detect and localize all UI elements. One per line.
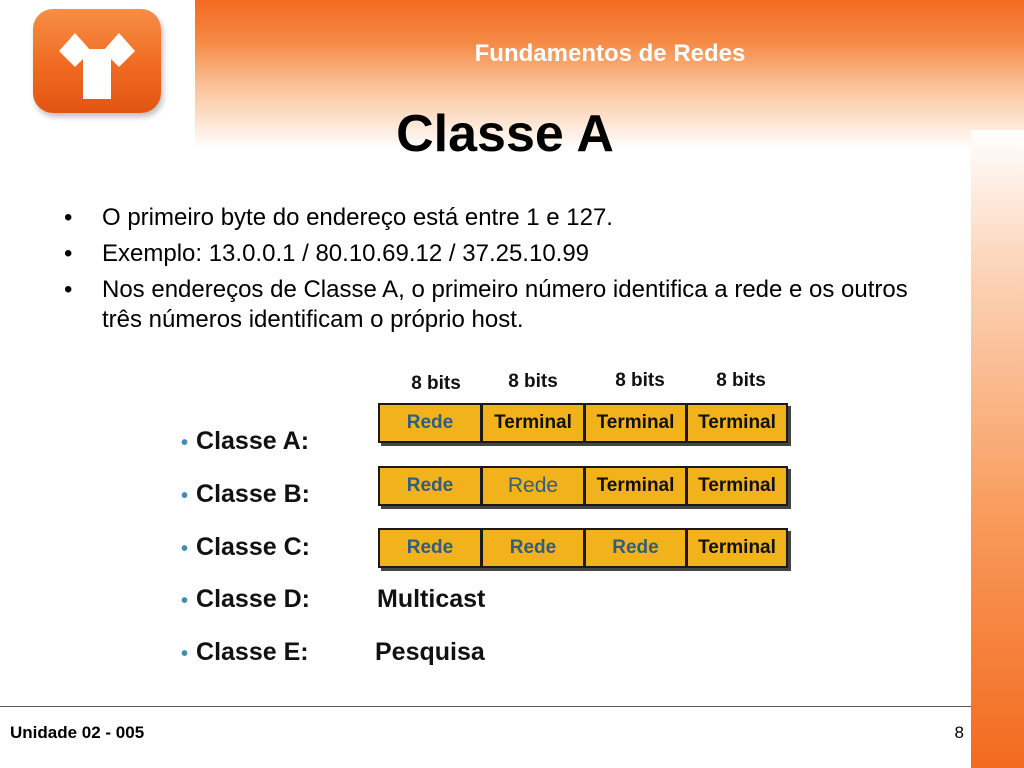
header-title: Fundamentos de Redes <box>474 40 746 67</box>
class-label-text: Classe A: <box>196 427 310 455</box>
segment-terminal: Terminal <box>584 466 687 506</box>
segment-rede: Rede <box>378 528 482 568</box>
segment-rede: Rede <box>378 403 482 443</box>
pesquisa-label: Pesquisa <box>375 638 485 666</box>
class-d-label <box>181 585 310 614</box>
bits-label: 8 bits <box>716 370 766 391</box>
bullet-dot-icon: • <box>181 485 189 507</box>
class-label-text: Classe C: <box>196 533 310 561</box>
segment-rede: Rede <box>481 466 585 506</box>
segment-rede: Rede <box>378 466 482 506</box>
segment-rede: Rede <box>481 528 585 568</box>
footer-unit: Unidade 02 - 005 <box>10 723 145 742</box>
class-b-label <box>181 480 310 509</box>
bullet-item: • Exemplo: 13.0.0.1 / 80.10.69.12 / 37.25.10.99 <box>60 239 950 269</box>
class-label-text: Classe E: <box>196 638 309 666</box>
class-label-text: Classe D: <box>196 585 310 613</box>
segment-terminal: Terminal <box>686 466 788 506</box>
segment-terminal: Terminal <box>584 403 687 443</box>
footer-divider <box>0 706 971 707</box>
multicast-label: Multicast <box>377 585 486 613</box>
page-title: Classe A <box>396 105 614 163</box>
class-c-label <box>181 533 310 562</box>
page-number: 8 <box>954 723 964 742</box>
class-a-label <box>181 427 309 456</box>
class-e-label <box>181 638 309 667</box>
bits-label: 8 bits <box>411 373 461 394</box>
bullet-dot-icon: • <box>181 432 189 454</box>
bullet-dot-icon: • <box>181 590 189 612</box>
segment-terminal: Terminal <box>686 403 788 443</box>
segment-rede: Rede <box>584 528 687 568</box>
bits-label: 8 bits <box>615 370 665 391</box>
bullet-item: • O primeiro byte do endereço está entre 1 e 127. <box>60 203 950 233</box>
bullet-dot-icon: • <box>181 538 189 560</box>
segment-terminal: Terminal <box>481 403 585 443</box>
bits-label: 8 bits <box>508 371 558 392</box>
class-label-text: Classe B: <box>196 480 310 508</box>
segment-terminal: Terminal <box>686 528 788 568</box>
bullet-dot-icon: • <box>181 643 189 665</box>
bullet-item: • Nos endereços de Classe A, o primeiro número identifica a rede e os outros três números identificam o próprio host. <box>60 275 950 335</box>
